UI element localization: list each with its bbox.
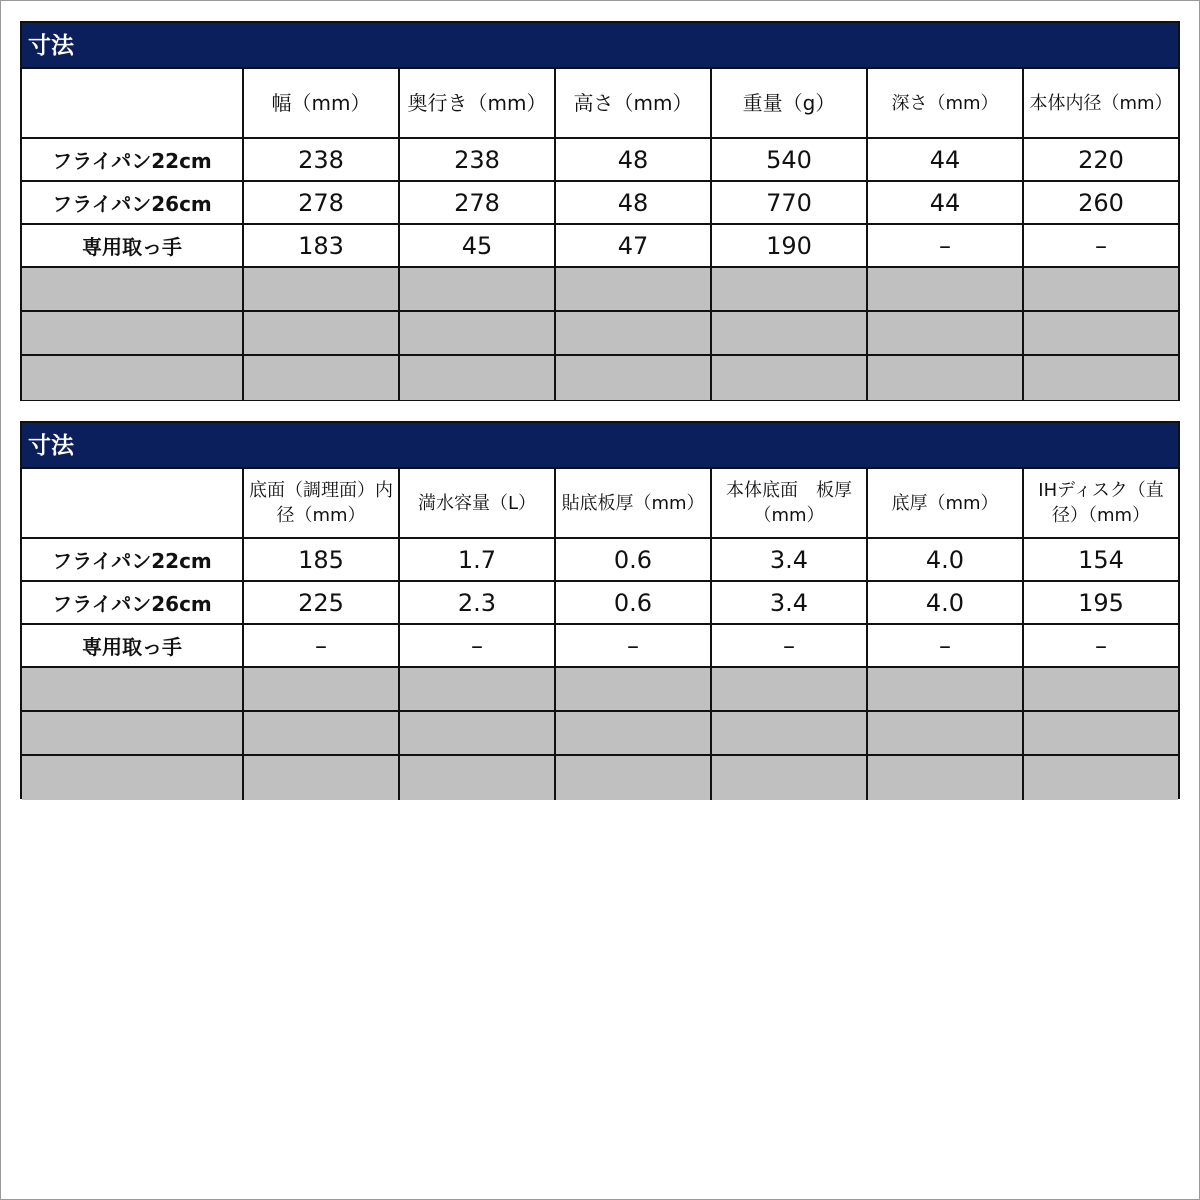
- empty-cell: [244, 756, 400, 800]
- empty-cell: [244, 712, 400, 756]
- empty-cell: [22, 756, 244, 800]
- empty-cell: [244, 268, 400, 312]
- header-cell-deepness: 深さ（mm）: [868, 69, 1024, 139]
- header-cell-bottom-inner-diameter: 底面（調理面）内径（mm）: [244, 469, 400, 539]
- header-cell-inner-diameter: 本体内径（mm）: [1024, 69, 1178, 139]
- table-cell: 44: [868, 182, 1024, 225]
- table-cell: 44: [868, 139, 1024, 182]
- empty-cell: [400, 268, 556, 312]
- table-cell: 278: [244, 182, 400, 225]
- table-cell: 1.7: [400, 539, 556, 582]
- table-cell: 4.0: [868, 582, 1024, 625]
- empty-cell: [22, 712, 244, 756]
- empty-cell: [712, 712, 868, 756]
- table-cell: 260: [1024, 182, 1178, 225]
- table-cell: 45: [400, 225, 556, 268]
- header-cell-ih-disc-diameter: IHディスク（直径）（mm）: [1024, 469, 1178, 539]
- table-grid: [22, 469, 1178, 800]
- table-cell: 190: [712, 225, 868, 268]
- empty-cell: [712, 268, 868, 312]
- table-cell: 185: [244, 539, 400, 582]
- empty-cell: [712, 312, 868, 356]
- table-title: 寸法: [22, 423, 1178, 469]
- empty-cell: [244, 356, 400, 400]
- empty-cell: [868, 712, 1024, 756]
- table-cell: 3.4: [712, 539, 868, 582]
- table-cell: 225: [244, 582, 400, 625]
- table-cell: –: [868, 625, 1024, 668]
- dimensions-table-2: [20, 421, 1180, 799]
- table-cell: 48: [556, 182, 712, 225]
- empty-cell: [400, 756, 556, 800]
- row-label: 専用取っ手: [22, 225, 244, 268]
- header-cell-height: 高さ（mm）: [556, 69, 712, 139]
- table-cell: 220: [1024, 139, 1178, 182]
- header-cell-capacity: 満水容量（L）: [400, 469, 556, 539]
- table-cell: 47: [556, 225, 712, 268]
- empty-cell: [556, 668, 712, 712]
- dimensions-table-1: [20, 21, 1180, 401]
- table-cell: 238: [244, 139, 400, 182]
- empty-cell: [868, 312, 1024, 356]
- empty-cell: [244, 312, 400, 356]
- empty-cell: [400, 356, 556, 400]
- table-cell: 278: [400, 182, 556, 225]
- row-label: フライパン26cm: [22, 582, 244, 625]
- empty-cell: [556, 356, 712, 400]
- table-cell: 2.3: [400, 582, 556, 625]
- table-cell: 238: [400, 139, 556, 182]
- empty-cell: [1024, 712, 1178, 756]
- table-cell: –: [868, 225, 1024, 268]
- empty-cell: [1024, 668, 1178, 712]
- empty-cell: [400, 668, 556, 712]
- empty-cell: [22, 668, 244, 712]
- empty-cell: [244, 668, 400, 712]
- empty-cell: [22, 268, 244, 312]
- empty-cell: [712, 756, 868, 800]
- row-label: フライパン22cm: [22, 139, 244, 182]
- table-cell: 48: [556, 139, 712, 182]
- empty-cell: [22, 312, 244, 356]
- row-label: 専用取っ手: [22, 625, 244, 668]
- empty-cell: [868, 268, 1024, 312]
- empty-cell: [868, 756, 1024, 800]
- empty-cell: [400, 712, 556, 756]
- table-cell: –: [712, 625, 868, 668]
- empty-cell: [556, 268, 712, 312]
- table-grid: [22, 69, 1178, 400]
- empty-cell: [1024, 312, 1178, 356]
- table-cell: –: [1024, 625, 1178, 668]
- table-cell: 0.6: [556, 582, 712, 625]
- empty-cell: [1024, 268, 1178, 312]
- row-label: フライパン22cm: [22, 539, 244, 582]
- table-cell: 183: [244, 225, 400, 268]
- header-cell-weight: 重量（g）: [712, 69, 868, 139]
- empty-cell: [556, 312, 712, 356]
- empty-cell: [868, 356, 1024, 400]
- header-cell-blank: [22, 469, 244, 539]
- table-cell: –: [1024, 225, 1178, 268]
- table-cell: –: [244, 625, 400, 668]
- header-cell-bottom-thickness: 底厚（mm）: [868, 469, 1024, 539]
- table-cell: 3.4: [712, 582, 868, 625]
- table-cell: 770: [712, 182, 868, 225]
- table-cell: 0.6: [556, 539, 712, 582]
- empty-cell: [22, 356, 244, 400]
- empty-cell: [1024, 356, 1178, 400]
- table-cell: 154: [1024, 539, 1178, 582]
- table-cell: 195: [1024, 582, 1178, 625]
- table-cell: –: [400, 625, 556, 668]
- empty-cell: [400, 312, 556, 356]
- table-title: 寸法: [22, 23, 1178, 69]
- header-cell-blank: [22, 69, 244, 139]
- row-label: フライパン26cm: [22, 182, 244, 225]
- table-cell: 4.0: [868, 539, 1024, 582]
- empty-cell: [556, 712, 712, 756]
- header-cell-width: 幅（mm）: [244, 69, 400, 139]
- empty-cell: [868, 668, 1024, 712]
- empty-cell: [1024, 756, 1178, 800]
- header-cell-clad-bottom-thickness: 貼底板厚（mm）: [556, 469, 712, 539]
- empty-cell: [556, 756, 712, 800]
- header-cell-depth: 奥行き（mm）: [400, 69, 556, 139]
- table-cell: –: [556, 625, 712, 668]
- empty-cell: [712, 356, 868, 400]
- empty-cell: [712, 668, 868, 712]
- table-cell: 540: [712, 139, 868, 182]
- header-cell-body-bottom-thickness: 本体底面 板厚（mm）: [712, 469, 868, 539]
